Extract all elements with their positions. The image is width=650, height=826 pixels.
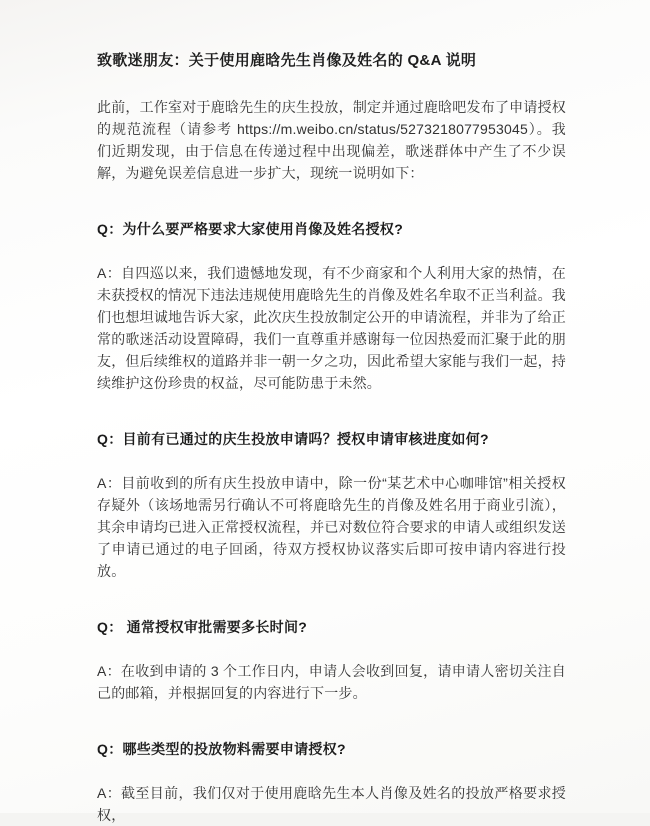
answer-2: A：目前收到的所有庆生投放申请中，除一份“某艺术中心咖啡馆”相关授权存疑外（该场地需另行确认不可将鹿晗先生的肖像及姓名用于商业引流），其余申请均已进入正常授权流程，并已对数位符合要求的申请人或组织发送了申请已通过的电子回函，待双方授权协议落实后即可按申请内容进行投放。 xyxy=(97,475,566,579)
question-4: Q：哪些类型的投放物料需要申请授权? xyxy=(97,741,346,757)
intro-paragraph xyxy=(97,96,566,184)
qa-block-2 xyxy=(97,428,566,582)
answer-3: A：在收到申请的 3 个工作日内，申请人会收到回复，请申请人密切关注自己的邮箱，并根据回复的内容进行下一步。 xyxy=(97,663,566,701)
page-title: 致歌迷朋友：关于使用鹿晗先生肖像及姓名的 Q&A 说明 xyxy=(97,52,477,69)
question-2: Q：目前有已通过的庆生投放申请吗？授权申请审核进度如何? xyxy=(97,431,489,447)
answer-4: A：截至目前，我们仅对于使用鹿晗先生本人肖像及姓名的投放严格要求授权， xyxy=(97,785,566,823)
answer-1: A：自四巡以来，我们遗憾地发现，有不少商家和个人利用大家的热情，在未获授权的情况下违法违规使用鹿晗先生的肖像及姓名牟取不正当利益。我们也想坦诚地告诉大家，此次庆生投放制定公开的申请流程，并非为了给正常的歌迷活动设置障碍，我们一直尊重并感谢每一位因热爱而汇聚于此的朋友，但后续维权的道路并非一朝一夕之功，因此希望大家能与我们一起，持续维护这份珍贵的权益，尽可能防患于未然。 xyxy=(97,265,566,391)
question-1: Q：为什么要严格要求大家使用肖像及姓名授权? xyxy=(97,221,404,237)
qa-block-1 xyxy=(97,218,566,394)
intro-text-before: 此前，工作室对于鹿晗先生的庆生投放，制定并通过鹿晗吧发布了申请授权的规范流程（请参考 xyxy=(97,99,566,137)
weibo-status-link: https://m.weibo.cn/status/5273218077953045 xyxy=(237,121,528,137)
question-3: Q： 通常授权审批需要多长时间? xyxy=(97,619,308,635)
intro-text-after: ）。我们近期发现，由于信息在传递过程中出现偏差，歌迷群体中产生了不少误解，为避免误差信息进一步扩大，现统一说明如下： xyxy=(97,121,566,181)
qa-block-3 xyxy=(97,616,566,704)
